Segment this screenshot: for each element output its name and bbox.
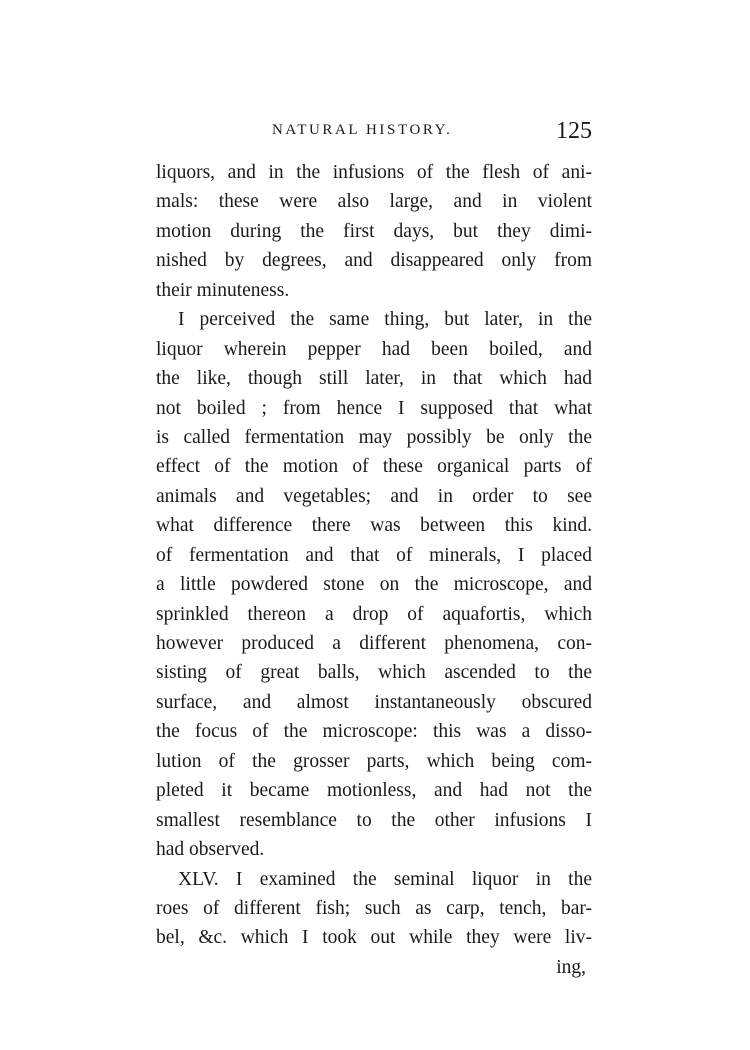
text-line: however produced a different phenomena, con- xyxy=(156,633,592,654)
text-line: XLV. I examined the seminal liquor in the xyxy=(178,868,592,890)
text-line: had observed. xyxy=(156,839,265,861)
text-line: nished by degrees, and disappeared only from xyxy=(156,250,592,272)
text-line: smallest resemblance to the other infusions I xyxy=(156,809,592,831)
text-line: their minuteness. xyxy=(156,279,290,301)
text-line: is called fermentation may possibly be only the xyxy=(156,426,592,448)
text-line: sprinkled thereon a drop of aquafortis, which xyxy=(156,603,592,625)
catchword: ing, xyxy=(556,956,586,978)
text-line: animals and vegetables; and in order to see xyxy=(156,485,592,507)
body-text xyxy=(156,158,592,982)
text-line: mals: these were also large, and in violent xyxy=(156,191,592,213)
page-number: 125 xyxy=(556,118,592,144)
page-header xyxy=(156,118,592,148)
text-line: sisting of great balls, which ascended to the xyxy=(156,662,592,684)
text-line: bel, &c. which I took out while they were liv- xyxy=(156,927,592,949)
text-line: surface, and almost instantaneously obscured xyxy=(156,691,592,713)
text-line: of fermentation and that of minerals, I placed xyxy=(156,544,592,566)
text-line: liquors, and in the infusions of the flesh of ani- xyxy=(156,162,592,183)
text-line: effect of the motion of these organical parts of xyxy=(156,456,592,478)
text-line: I perceived the same thing, but later, in the xyxy=(178,309,592,331)
text-line: not boiled ; from hence I supposed that what xyxy=(156,397,592,419)
text-line: what difference there was between this kind. xyxy=(156,515,592,537)
text-line: lution of the grosser parts, which being com- xyxy=(156,750,592,772)
text-line: motion during the first days, but they dimi- xyxy=(156,220,592,242)
text-line: liquor wherein pepper had been boiled, and xyxy=(156,338,592,360)
text-line: roes of different fish; such as carp, tench, bar- xyxy=(156,897,592,919)
running-head: NATURAL HISTORY. xyxy=(272,122,453,138)
text-line: a little powdered stone on the microscope, and xyxy=(156,574,592,596)
text-line: the focus of the microscope: this was a disso- xyxy=(156,721,592,743)
text-line: the like, though still later, in that which had xyxy=(156,368,592,390)
text-line: pleted it became motionless, and had not the xyxy=(156,780,592,802)
